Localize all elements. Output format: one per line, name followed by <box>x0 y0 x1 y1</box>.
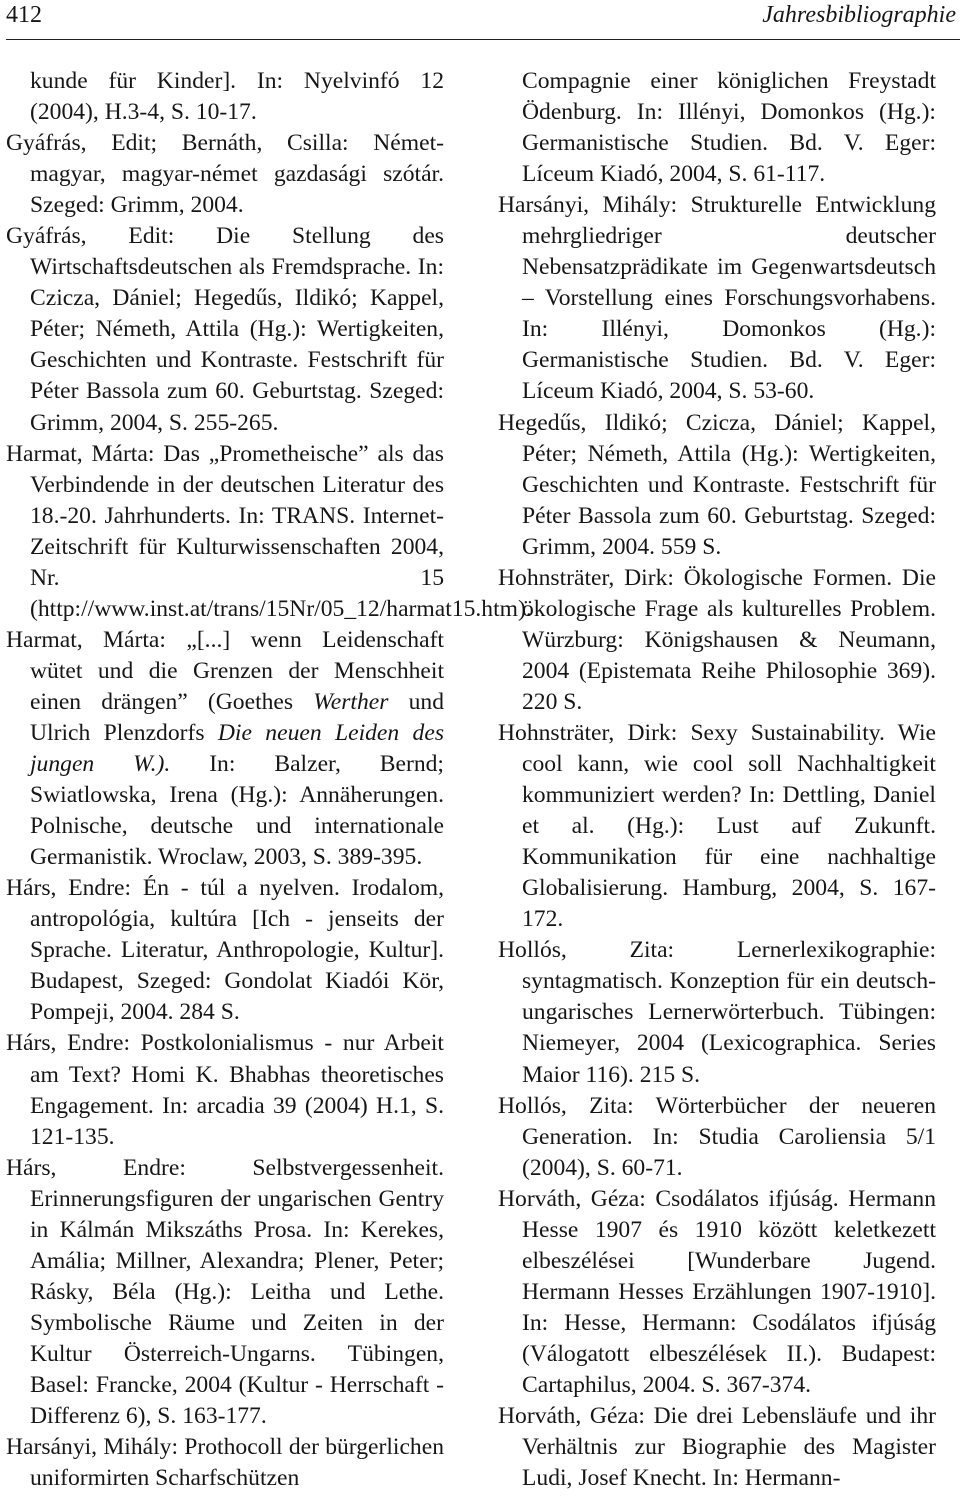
bibliography-entry: Gyáfrás, Edit: Die Stellung des Wirtschaftsdeutschen als Fremdsprache. In: Czicza, Dániel; Hegedűs, Ildikó; Kappel, Péter; Németh, Attila (Hg.): Wertigkeiten, Geschichten und Kontraste. Festschrift für Péter Bassola zum 60. Geburtstag. Szeged: Grimm, 2004, S. 255-265. <box>6 223 444 436</box>
bibliography-entry: Hollós, Zita: Wörterbücher der neueren Generation. In: Studia Caroliensia 5/1 (2004), S. 60-71. <box>498 1092 936 1181</box>
entry-text: und Ulrich Plenzdorfs <box>30 688 444 746</box>
bibliography-entry: Harsányi, Mihály: Prothocoll der bürgerlichen uniformirten Scharfschützen <box>6 1434 444 1492</box>
page-number: 412 <box>6 2 42 28</box>
bibliography-entry: Hohnsträter, Dirk: Sexy Sustainability. Wie cool kann, wie cool soll Nachhaltigkeit kommuniziert werden? In: Dettling, Daniel et al. (Hg.): Lust auf Zukunft. Kommunikation für eine nachhaltige Globalisierung. Hamburg, 2004, S. 167-172. <box>498 719 936 933</box>
bibliography-entry: Hollós, Zita: Lernerlexikographie: syntagmatisch. Konzeption für ein deutsch-ungarisches Lernerwörterbuch. Tübingen: Niemeyer, 2004 (Lexicographica. Series Maior 116). 215 S. <box>498 937 936 1088</box>
bibliography-entry: Horváth, Géza: Csodálatos ifjúság. Hermann Hesse 1907 és 1910 között keletkezett elbeszélései [Wunderbare Jugend. Hermann Hesses Erzählungen 1907-1910]. In: Hesse, Hermann: Csodálatos ifjúság (Válogatott elbeszélések II.). Budapest: Cartaphilus, 2004. S. 367-374. <box>498 1185 936 1398</box>
bibliography-entry: Harsányi, Mihály: Strukturelle Entwicklung mehrgliedriger deutscher Nebensatzprädikate im Gegenwartsdeutsch – Vorstellung eines Forschungsvorhabens. In: Illényi, Domonkos (Hg.): Germanistische Studien. Bd. V. Eger: Líceum Kiadó, 2004, S. 53-60. <box>498 192 936 405</box>
entry-text: In: Balzer, Bernd; Swiatlowska, Irena (Hg.): Annäherungen. Polnische, deutsche und internationale Germanistik. Wroclaw, 2003, S. 389-395. <box>30 751 444 871</box>
bibliography-entry: Hárs, Endre: Én - túl a nyelven. Irodalom, antropológia, kultúra [Ich - jenseits der Sprache. Literatur, Anthropologie, Kultur]. Budapest, Szeged: Gondolat Kiadói Kör, Pompeji, 2004. 284 S. <box>6 875 444 1026</box>
bibliography-entry: Harmat, Márta: Das „Prometheische” als das Verbindende in der deutschen Literatur des 18.-20. Jahrhunderts. In: TRANS. Internet-Zeitschrift für Kulturwissenschaften 2004, Nr. 15 (http://www.inst.at/trans/15Nr/05_12/harmat15.htm). <box>6 440 532 622</box>
bibliography-entry: Hegedűs, Ildikó; Czicza, Dániel; Kappel, Péter; Németh, Attila (Hg.): Wertigkeiten, Geschichten und Kontraste. Festschrift für Péter Bassola zum 60. Geburtstag. Szeged: Grimm, 2004. 559 S. <box>498 409 936 560</box>
entry-text: Harmat, Márta: „[...] wenn Leidenschaft wütet und die Grenzen der Menschheit einen drängen” (Goethes <box>6 626 444 715</box>
running-title: Jahresbibliographie <box>762 2 956 28</box>
bibliography-entry: Hohnsträter, Dirk: Ökologische Formen. Die ökologische Frage als kulturelles Problem. Würzburg: Königshausen & Neumann, 2004 (Epistemata Reihe Philosophie 369). 220 S. <box>498 564 936 715</box>
bibliography-entry-harmat-werther <box>6 625 444 873</box>
running-header <box>0 0 960 40</box>
bibliography-entry-continuation: kunde für Kinder]. In: Nyelvinfó 12 (2004), H.3-4, S. 10-17. <box>30 68 444 126</box>
entry-italic-title: Die neuen Leiden des jungen W.). <box>30 719 445 778</box>
bibliography-entry: Horváth, Géza: Die drei Lebensläufe und ihr Verhältnis zur Biographie des Magister Ludi, Josef Knecht. In: Hermann- <box>498 1403 936 1492</box>
header-rule <box>6 39 960 40</box>
right-column <box>498 66 936 1494</box>
left-column <box>6 66 532 1494</box>
bibliography-entry: Hárs, Endre: Selbstvergessenheit. Erinnerungsfiguren der ungarischen Gentry in Kálmán Mikszáths Prosa. In: Kerekes, Amália; Millner, Alexandra; Plener, Peter; Rásky, Béla (Hg.): Leitha und Lethe. Symbolische Räume und Zeiten in der Kultur Österreich-Ungarns. Tübingen, Basel: Francke, 2004 (Kultur - Herrschaft - Differenz 6), S. 163-177. <box>6 1154 444 1430</box>
bibliography-entry: Gyáfrás, Edit; Bernáth, Csilla: Német-magyar, magyar-német gazdasági szótár. Szeged: Grimm, 2004. <box>6 130 444 219</box>
bibliography-entry: Hárs, Endre: Postkolonialismus - nur Arbeit am Text? Homi K. Bhabhas theoretisches Engagement. In: arcadia 39 (2004) H.1, S. 121-135. <box>6 1030 444 1150</box>
bibliography-entry-continuation: Compagnie einer königlichen Freystadt Ödenburg. In: Illényi, Domonkos (Hg.): Germanistische Studien. Bd. V. Eger: Líceum Kiadó, 2004, S. 61-117. <box>522 68 936 188</box>
entry-italic-title: Werther <box>313 688 389 715</box>
